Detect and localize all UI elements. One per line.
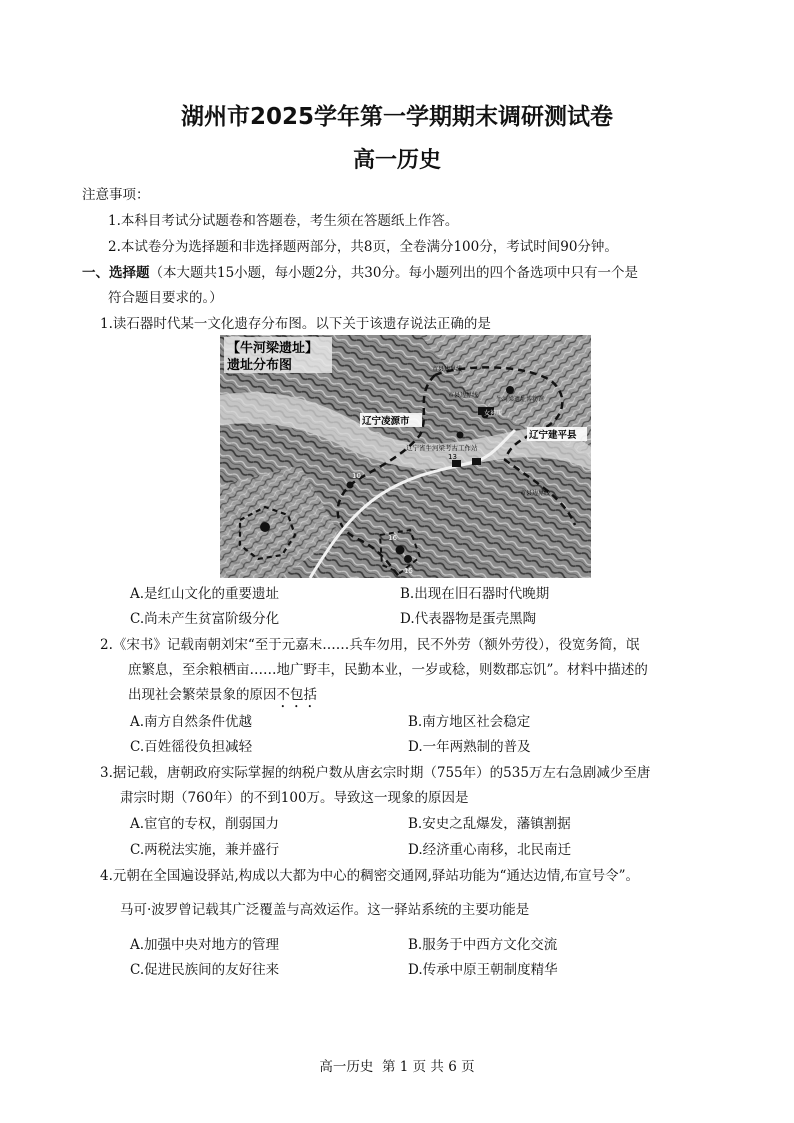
section-prefix: 一、 — [82, 265, 109, 281]
page-footer: 高一历史 第 1 页 共 6 页 — [319, 1059, 475, 1075]
q2-stem-cont — [128, 683, 317, 711]
notice-item: 2.本试卷分为选择题和非选择题两部分，共8页，全卷满分100分，考试时间90分钟。 — [108, 239, 618, 255]
q2-option-a: A.南方自然条件优越 — [130, 714, 253, 730]
q1-option-c: C.尚未产生贫富阶级分化 — [130, 611, 280, 627]
q3-option-a: A.宦官的专权，削弱国力 — [130, 816, 280, 832]
q3-stem-cont: 肃宗时期（760年）的不到100万。导致这一现象的原因是 — [120, 790, 469, 806]
q4-stem-cont: 马可·波罗曾记载其广泛覆盖与高效运作。这一驿站系统的主要功能是 — [120, 902, 530, 918]
station-marker — [452, 460, 461, 467]
exam-title: 湖州市2025学年第一学期期末调研测试卷 — [180, 104, 613, 130]
section-desc: （本大题共15小题，每小题2分，共30分。每小题列出的四个备选项中只有一个是 — [149, 265, 638, 281]
q2-option-c: C.百姓徭役负担减轻 — [130, 739, 253, 755]
label-site-number: 16 — [388, 534, 397, 542]
q1-option-d: D.代表器物是蛋壳黑陶 — [400, 611, 537, 627]
q1-stem: 1.读石器时代某一文化遗存分布图。以下关于该遗存说法正确的是 — [100, 316, 491, 332]
label-border: 市县边界线 — [432, 366, 463, 373]
site-marker — [457, 432, 464, 439]
q2-option-b: B.南方地区社会稳定 — [408, 714, 531, 730]
q4-option-b: B.服务于中西方文化交流 — [408, 937, 558, 953]
q3-option-c: C.两税法实施，兼并盛行 — [130, 842, 280, 858]
q2-stem: 2.《宋书》记载南朝刘宋“至于元嘉末……兵车勿用，民不外劳（额外劳役），役宽务简，氓 — [100, 637, 640, 653]
label-site-number: 10 — [352, 472, 361, 480]
map-title: 遗址分布图 — [227, 358, 293, 373]
q2-option-d: D.一年两熟制的普及 — [408, 739, 531, 755]
q4-option-d: D.传承中原王朝制度精华 — [408, 962, 558, 978]
site-marker — [506, 386, 514, 394]
site-distribution-map — [220, 335, 591, 578]
q4-option-c: C.促进民族间的友好往来 — [130, 962, 280, 978]
label-lingyuan: 辽宁凌源市 — [362, 416, 410, 427]
site-marker — [404, 555, 412, 563]
section-desc-cont: 符合题目要求的。） — [108, 290, 223, 306]
exam-subject: 高一历史 — [352, 148, 441, 173]
site-marker — [260, 522, 270, 532]
label-station: 辽宁省牛河梁考古工作站 — [406, 444, 478, 452]
label-museum: 牛河梁遗址博物馆 — [496, 396, 545, 403]
label-jianping: 辽宁建平县 — [529, 430, 577, 441]
notice-item: 1.本科目考试分试题卷和答题卷，考生须在答题纸上作答。 — [108, 213, 459, 229]
label-site-number: 15 — [404, 567, 413, 575]
q2-stem-text: 出现社会繁荣景象的原因 — [128, 687, 277, 703]
q4-stem: 4.元朝在全国遍设驿站,构成以大都为中心的稠密交通网,驿站功能为“通达边情,布宣号令”。 — [100, 868, 640, 884]
notice-heading: 注意事项： — [82, 187, 150, 203]
q2-stem-cont: 庶繁息，至余粮栖亩……地广野丰，民勤本业，一岁或稔，则数郡忘饥”。材料中描述的 — [128, 662, 648, 678]
q3-stem: 3.据记载，唐朝政府实际掌握的纳税户数从唐玄宗时期（755年）的535万左右急剧减少至唐 — [100, 765, 651, 781]
label-site-number: 13 — [448, 453, 457, 461]
label-border: 市县边界线 — [448, 392, 479, 399]
section-name: 选择题 — [109, 265, 150, 281]
q2-emphasis: 不包括 — [276, 687, 317, 703]
q1-option-b: B.出现在旧石器时代晚期 — [400, 586, 550, 602]
q3-option-b: B.安史之乱爆发，藩镇割据 — [408, 816, 571, 832]
map-title: 【牛河梁遗址】 — [227, 341, 319, 356]
site-marker — [396, 546, 405, 555]
site-marker — [347, 482, 354, 489]
q1-option-a: A.是红山文化的重要遗址 — [130, 586, 280, 602]
q4-option-a: A.加强中央对地方的管理 — [130, 937, 280, 953]
q3-option-d: D.经济重心南移，北民南迁 — [408, 842, 572, 858]
label-border: 市县边界线 — [520, 490, 551, 497]
label-temple: 女神庙 — [484, 410, 503, 417]
section-heading — [82, 261, 638, 285]
museum-marker — [472, 458, 481, 465]
